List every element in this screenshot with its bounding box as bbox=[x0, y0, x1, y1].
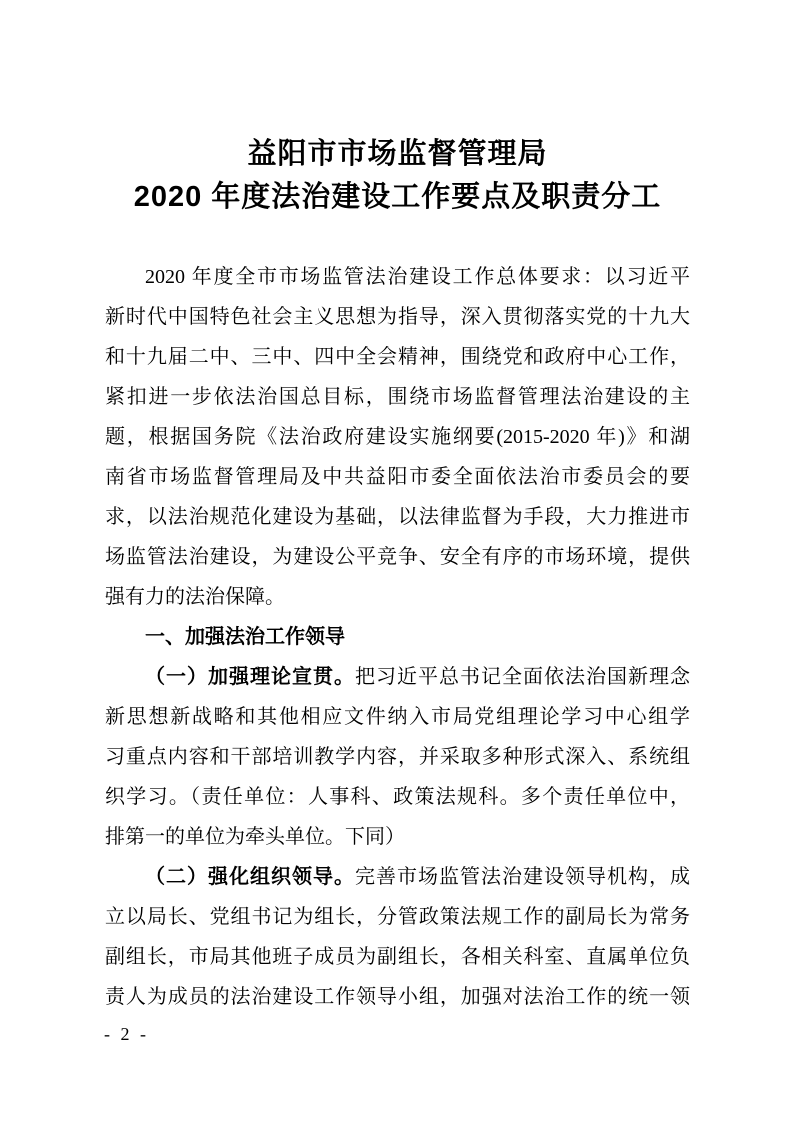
body-line: 2020 年度全市市场监管法治建设工作总体要求：以习近平 bbox=[145, 266, 690, 288]
document-content bbox=[105, 0, 690, 1017]
title-line-1: 益阳市市场监督管理局 bbox=[247, 138, 548, 170]
body-line: 求，以法治规范化建设为基础，以法律监督为手段，大力推进市 bbox=[105, 506, 690, 528]
body-line: 副组长，市局其他班子成员为副组长，各相关科室、直属单位负 bbox=[105, 946, 690, 968]
body-line: 紧扣进一步依法治国总目标，围绕市场监督管理法治建设的主 bbox=[105, 386, 690, 408]
paragraph-lead: （二）强化组织领导。 bbox=[145, 866, 355, 888]
paragraph-lead: （一）加强理论宣贯。 bbox=[145, 666, 355, 688]
document-body bbox=[105, 257, 690, 1017]
paragraph-text: 完善市场监管法治建设领导机构，成 bbox=[355, 866, 690, 888]
body-line: 场监管法治建设，为建设公平竞争、安全有序的市场环境，提供 bbox=[105, 546, 690, 568]
body-line: 新时代中国特色社会主义思想为指导，深入贯彻落实党的十九大 bbox=[105, 306, 690, 328]
body-line: 排第一的单位为牵头单位。下同） bbox=[105, 826, 405, 848]
body-line: 习重点内容和干部培训教学内容，并采取多种形式深入、系统组 bbox=[105, 746, 690, 768]
body-line: 责人为成员的法治建设工作领导小组，加强对法治工作的统一领 bbox=[105, 986, 690, 1008]
title-line-2: 2020 年度法治建设工作要点及职责分工 bbox=[133, 181, 662, 213]
body-line: 题，根据国务院《法治政府建设实施纲要(2015-2020 年)》和湖 bbox=[105, 426, 690, 448]
body-line: 立以局长、党组书记为组长，分管政策法规工作的副局长为常务 bbox=[105, 906, 690, 928]
page-number: - 2 - bbox=[104, 1024, 149, 1044]
body-line: 南省市场监督管理局及中共益阳市委全面依法治市委员会的要 bbox=[105, 466, 690, 488]
paragraph-text: 把习近平总书记全面依法治国新理念 bbox=[355, 666, 690, 688]
body-line: 强有力的法治保障。 bbox=[105, 586, 285, 608]
body-line: 织学习。（责任单位：人事科、政策法规科。多个责任单位中， bbox=[105, 786, 690, 808]
body-line bbox=[105, 657, 690, 697]
body-line: 新思想新战略和其他相应文件纳入市局党组理论学习中心组学 bbox=[105, 706, 690, 728]
page-title bbox=[105, 133, 690, 219]
body-line: 和十九届二中、三中、四中全会精神，围绕党和政府中心工作， bbox=[105, 346, 690, 368]
section-heading: 一、加强法治工作领导 bbox=[145, 626, 345, 648]
body-line bbox=[105, 857, 690, 897]
